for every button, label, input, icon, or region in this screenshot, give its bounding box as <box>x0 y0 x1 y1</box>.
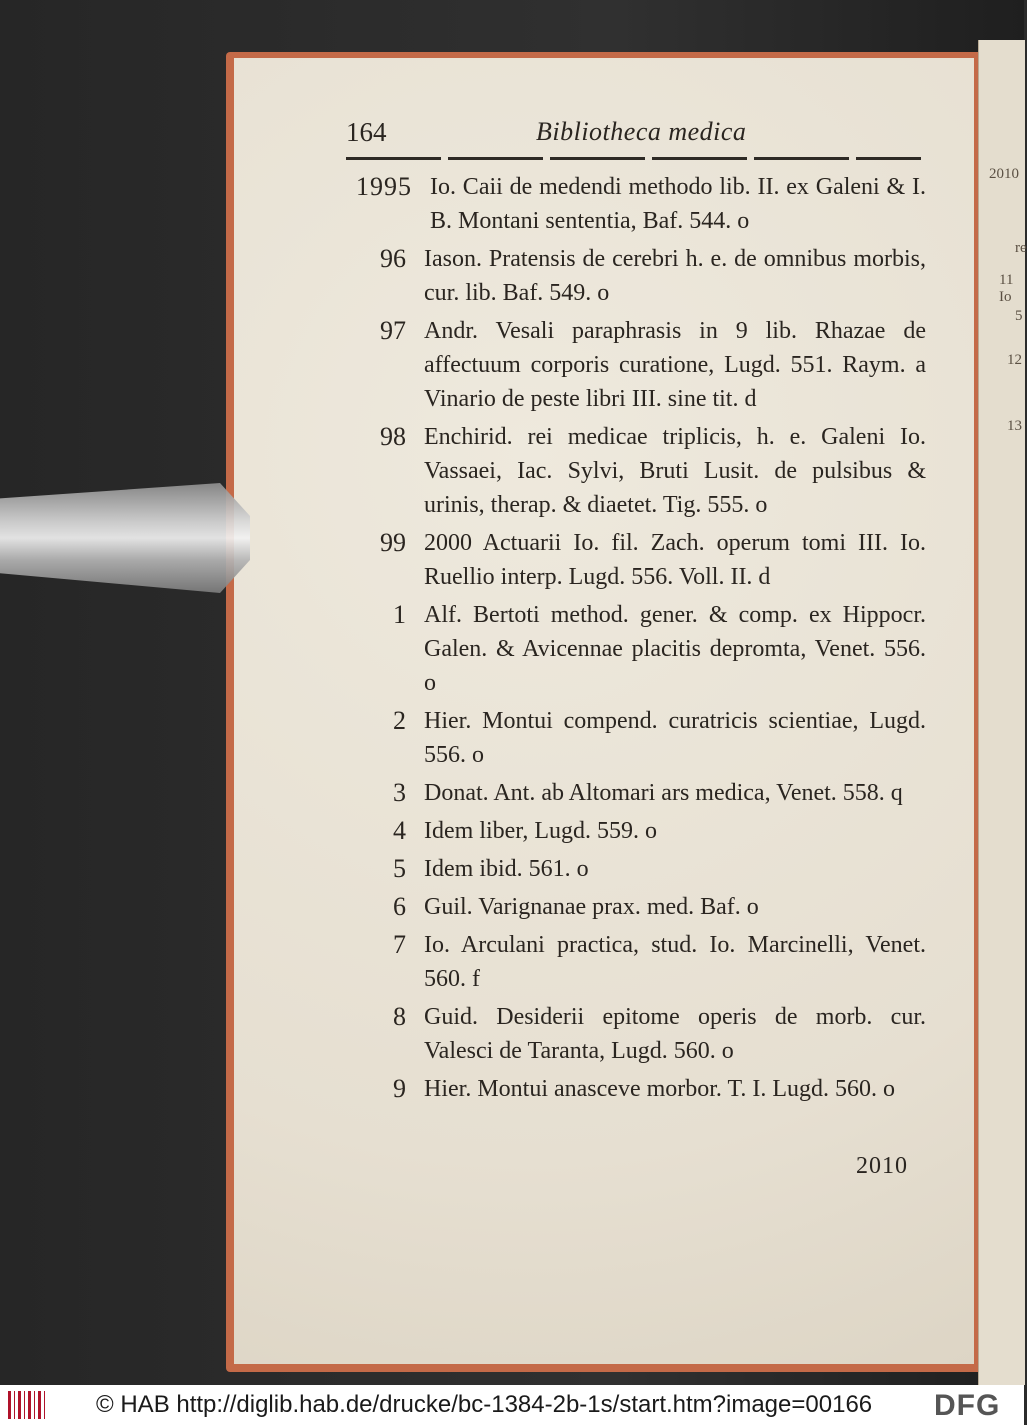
catalog-entry <box>346 1072 926 1106</box>
entry-text: Io. Caii de medendi methodo lib. II. ex Galeni & I. B. Montani sententia, Baf. 544. o <box>430 174 926 234</box>
entry-text: Idem ibid. 561. o <box>424 856 589 882</box>
entry-number: 96 <box>380 244 406 273</box>
catalog-entry <box>346 704 926 772</box>
entry-text: Guil. Varignanae prax. med. Baf. o <box>424 894 759 920</box>
entry-text: Hier. Montui compend. curatricis scientiae, Lugd. 556. o <box>424 708 926 768</box>
catalog-entry <box>346 928 926 996</box>
footer-bar <box>0 1385 1024 1425</box>
catalog-entry <box>346 852 926 886</box>
catalog-entry <box>346 890 926 924</box>
catalog-entry <box>346 1000 926 1068</box>
catalog-entry <box>346 776 926 810</box>
catalog-entry <box>346 814 926 848</box>
source-url-link[interactable]: © HAB http://diglib.hab.de/drucke/bc-1384-2b-1s/start.htm?image=00166 <box>96 1391 873 1418</box>
adjacent-page <box>978 40 1025 1385</box>
entry-number: 1 <box>393 600 406 629</box>
header-rule <box>346 157 921 160</box>
catalog-entry <box>346 598 926 700</box>
entry-text: Alf. Bertoti method. gener. & comp. ex Hippocr. Galen. & Avicennae placitis depromta, Venet. 556. o <box>424 602 926 696</box>
entry-number: 98 <box>380 422 406 451</box>
entry-number: 2 <box>393 706 406 735</box>
entry-text: Andr. Vesali paraphrasis in 9 lib. Rhazae de affectuum corporis curatione, Lugd. 551. Raym. a Vinario de peste libri III. sine tit. d <box>424 318 926 412</box>
adjacent-fragment: re <box>1015 240 1027 256</box>
entry-number: 9 <box>393 1074 406 1103</box>
entry-text: Iason. Pratensis de cerebri h. e. de omnibus morbis, cur. lib. Baf. 549. o <box>424 246 926 306</box>
adjacent-fragment: 12 <box>1007 352 1022 368</box>
dfg-logo: DFG <box>934 1389 1001 1422</box>
entry-text: Idem liber, Lugd. 559. o <box>424 818 657 844</box>
entry-number: 97 <box>380 316 406 345</box>
entry-number: 5 <box>393 854 406 883</box>
entry-text: Donat. Ant. ab Altomari ars medica, Venet. 558. q <box>424 780 903 806</box>
adjacent-fragment: 13 <box>1007 418 1022 434</box>
running-head-title: Bibliotheca medica <box>536 117 747 146</box>
entry-number: 3 <box>393 778 406 807</box>
catalog-entry <box>346 242 926 310</box>
entry-number: 6 <box>393 892 406 921</box>
catalog-entry <box>346 170 926 238</box>
entry-number: 99 <box>380 528 406 557</box>
adjacent-fragment: 5 <box>1015 308 1023 324</box>
entry-number: 4 <box>393 816 406 845</box>
entry-text: Guid. Desiderii epitome operis de morb. cur. Valesci de Taranta, Lugd. 560. o <box>424 1004 926 1064</box>
entry-number: 7 <box>393 930 406 959</box>
catchword: 2010 <box>856 1153 908 1179</box>
page-number: 164 <box>346 117 387 147</box>
running-head <box>346 115 926 155</box>
entry-text: Hier. Montui anasceve morbor. T. I. Lugd. 560. o <box>424 1076 896 1102</box>
adjacent-fragment: 11 Io <box>999 272 1014 305</box>
catalog-entry <box>346 420 926 522</box>
catalog-entries <box>346 170 926 1110</box>
catalog-entry <box>346 526 926 594</box>
page-clamp <box>0 483 250 593</box>
entry-number: 1995 <box>356 172 412 201</box>
entry-text: Enchirid. rei medicae triplicis, h. e. Galeni Io. Vassaei, Iac. Sylvi, Bruti Lusit. de pulsibus & urinis, therap. & diaetet. Tig. 555. o <box>424 424 926 518</box>
entry-number: 8 <box>393 1002 406 1031</box>
entry-text: 2000 Actuarii Io. fil. Zach. operum tomi III. Io. Ruellio interp. Lugd. 556. Voll. II. d <box>424 530 926 590</box>
barcode-icon <box>8 1391 48 1419</box>
catalog-entry <box>346 314 926 416</box>
entry-text: Io. Arculani practica, stud. Io. Marcinelli, Venet. 560. f <box>424 932 926 992</box>
adjacent-fragment: 2010 <box>989 166 1019 182</box>
